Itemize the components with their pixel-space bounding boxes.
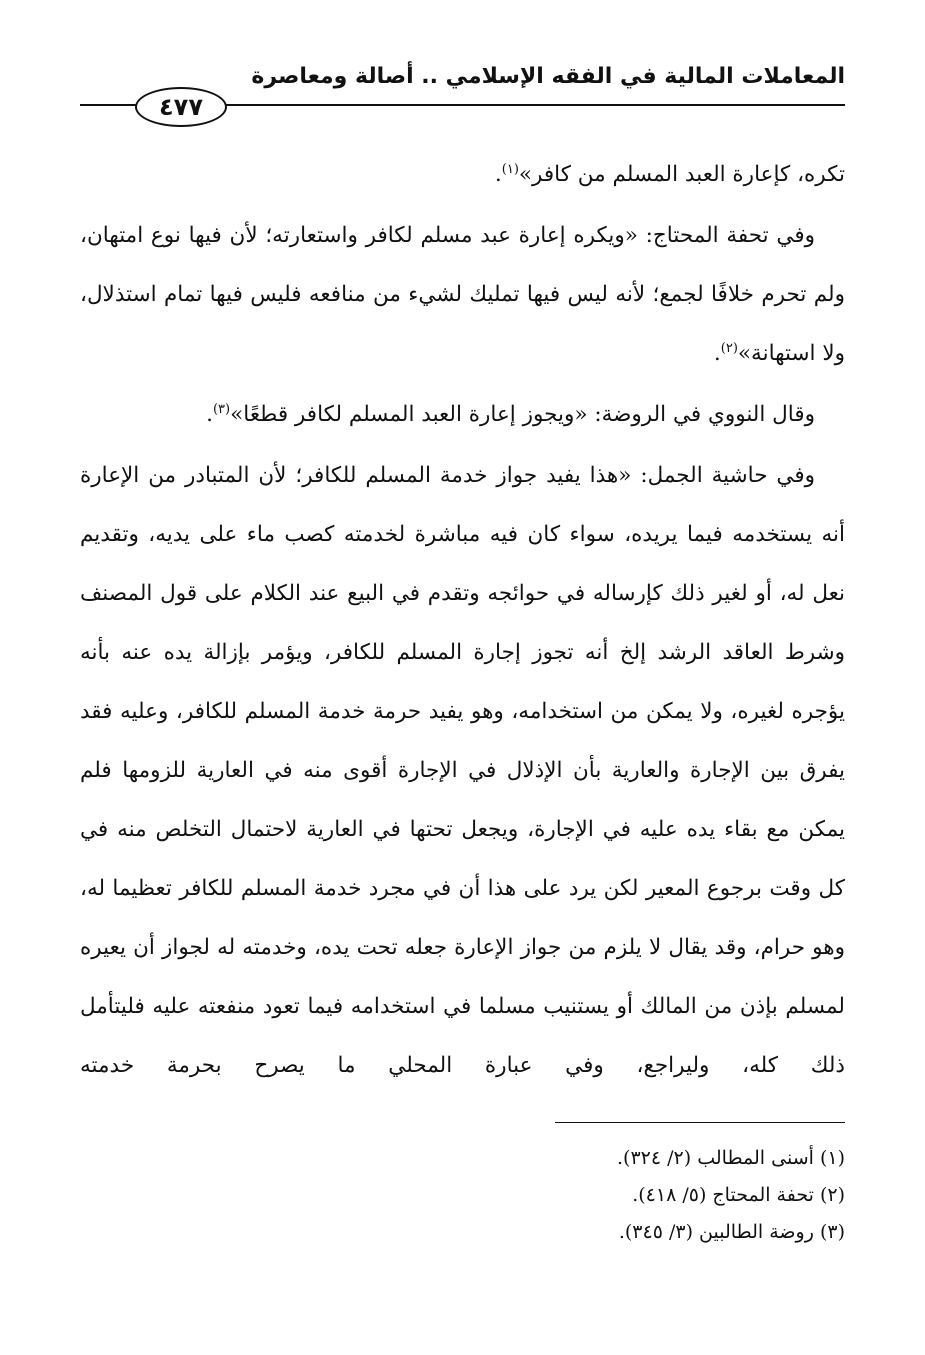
paragraph-4 — [80, 446, 845, 1095]
paragraph-2 — [80, 206, 845, 383]
main-text — [80, 145, 845, 1095]
running-title: المعاملات المالية في الفقه الإسلامي .. أصالة ومعاصرة — [251, 64, 845, 89]
footnotes — [80, 1140, 845, 1251]
paragraph-4-text: وفي حاشية الجمل: «هذا يفيد جواز خدمة المسلم للكافر؛ لأن المتبادر من الإعارة أنه يستخدمه فيما يريده، سواء كان فيه مباشرة لخدمته كصب ماء على يديه، وتقديم نعل له، أو لغير ذلك كإرساله في حوائجه وتقدم في البيع عند الكلام على قول المصنف وشرط العاقد الرشد إلخ أنه تجوز إجارة المسلم للكافر، ويؤمر بإزالة يده عنه بأنه يؤجره لغيره، ولا يمكن من استخدامه، وهو يفيد حرمة خدمة المسلم للكافر، وعليه فقد يفرق بين الإجارة والعارية بأن الإذلال في الإجارة أقوى منه في العارية للزومها فلم يمكن مع بقاء يده عليه في الإجارة، ويجعل تحتها في العارية لاحتمال التخلص منه في كل وقت برجوع المعير لكن يرد على هذا أن في مجرد خدمة المسلم للكافر تعظيما له، وهو حرام، وقد يقال لا يلزم من جواز الإعارة جعله تحت يده، وخدمته له لجواز أن يعيره لمسلم بإذن من المالك أو يستنيب مسلما في استخدامه فيما تعود منفعته عليه فليتأمل ذلك كله، وليراجع، وفي عبارة المحلي ما يصرح بحرمة خدمته — [80, 463, 845, 1078]
footnote-ref-2: (٢) — [720, 340, 738, 356]
footnote-separator — [555, 1122, 845, 1123]
footnote-3: (٣) روضة الطالبين (٣/ ٣٤٥). — [618, 1221, 845, 1243]
footnote-1: (١) أسنى المطالب (٢/ ٣٢٤). — [617, 1147, 845, 1169]
paragraph-2-text: وفي تحفة المحتاج: «ويكره إعارة عبد مسلم لكافر واستعارته؛ لأن فيها نوع امتهان، ولم تحرم خلافًا لجمع؛ لأنه ليس فيها تمليك لشيء من منافعه فليس فيها تمام استذلال، ولا استهانة» — [80, 223, 845, 366]
paragraph-3 — [80, 385, 845, 444]
page-number: ٤٧٧ — [135, 87, 227, 127]
paragraph-3-end: . — [206, 402, 213, 427]
paragraph-1-text: تكره، كإعارة العبد المسلم من كافر» — [518, 162, 845, 187]
paragraph-2-end: . — [713, 341, 721, 366]
footnote-2: (٢) تحفة المحتاج (٥/ ٤١٨). — [632, 1184, 845, 1206]
paragraph-1 — [80, 145, 845, 204]
footnote-ref-1: (١) — [501, 161, 519, 177]
paragraph-1-end: . — [494, 162, 502, 187]
footnote-ref-3: (٣) — [212, 401, 231, 417]
paragraph-3-text: وقال النووي في الروضة: «ويجوز إعارة العبد المسلم لكافر قطعًا» — [230, 402, 815, 427]
